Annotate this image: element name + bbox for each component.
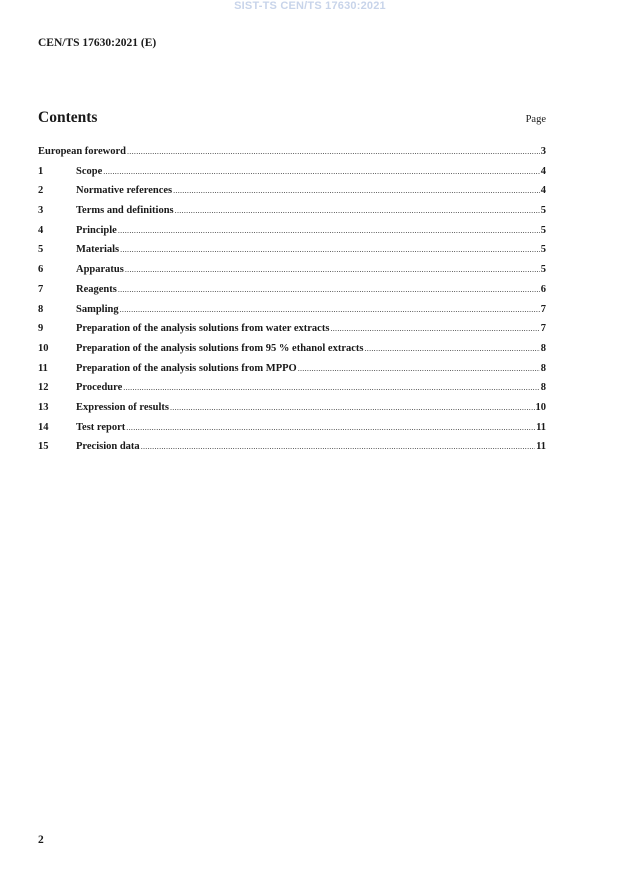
toc-leader-dots <box>330 319 539 339</box>
toc-entry[interactable] <box>38 221 546 241</box>
toc-entry-number: 10 <box>38 342 49 354</box>
toc-leader-dots <box>173 181 540 201</box>
toc-entry[interactable] <box>38 398 546 418</box>
contents-heading <box>38 109 546 131</box>
toc-entry-page: 8 <box>540 342 546 354</box>
toc-entry-number: 11 <box>38 362 48 374</box>
toc-entry-page: 11 <box>536 421 546 433</box>
toc-leader-dots <box>170 398 535 418</box>
toc-leader-dots <box>364 339 539 359</box>
toc-entry-number: 8 <box>38 303 44 315</box>
page-column-label: Page <box>525 114 546 125</box>
toc-entry-page: 7 <box>540 303 546 315</box>
toc-entry[interactable] <box>38 339 546 359</box>
toc-entry[interactable] <box>38 162 546 182</box>
toc-leader-dots <box>126 418 535 438</box>
toc-entry[interactable] <box>38 418 546 438</box>
toc-leader-dots <box>123 378 539 398</box>
toc-entry[interactable] <box>38 201 546 221</box>
toc-entry-number: 9 <box>38 323 44 335</box>
toc-leader-dots <box>118 280 540 300</box>
toc-entry-title: Normative references <box>76 185 173 197</box>
toc-entry-number: 5 <box>38 244 44 256</box>
toc-entry-page: 6 <box>540 283 546 295</box>
toc-entry-number: 2 <box>38 185 44 197</box>
toc-entry[interactable] <box>38 359 546 379</box>
toc-entry-title: Scope <box>76 165 103 177</box>
toc-entry[interactable] <box>38 240 546 260</box>
toc-entry-page: 8 <box>540 382 546 394</box>
table-of-contents <box>38 142 546 457</box>
toc-entry-title: Materials <box>76 244 120 256</box>
document-id-header: CEN/TS 17630:2021 (E) <box>38 37 157 49</box>
toc-entry-title: Apparatus <box>76 264 124 276</box>
toc-entry-number: 14 <box>38 421 49 433</box>
toc-leader-dots <box>175 201 540 221</box>
toc-entry[interactable] <box>38 437 546 457</box>
toc-entry[interactable] <box>38 300 546 320</box>
toc-entry-number: 1 <box>38 165 44 177</box>
toc-entry-number: 3 <box>38 205 44 217</box>
toc-entry-page: 3 <box>540 146 546 157</box>
toc-leader-dots <box>118 221 540 241</box>
toc-entry-page: 11 <box>536 441 546 453</box>
toc-entry-title: Principle <box>76 224 117 236</box>
toc-entry-page: 5 <box>540 244 546 256</box>
toc-entry-page: 5 <box>540 224 546 236</box>
toc-entry-title: Preparation of the analysis solutions from water extracts <box>76 323 330 335</box>
toc-entry-number: 7 <box>38 283 44 295</box>
toc-entry-page: 5 <box>540 264 546 276</box>
toc-entry-title: Procedure <box>76 382 123 394</box>
toc-entry-page: 4 <box>540 185 546 197</box>
toc-leader-dots <box>141 437 535 457</box>
toc-leader-dots <box>120 300 540 320</box>
toc-entry-title: Preparation of the analysis solutions from 95 % ethanol extracts <box>76 342 364 354</box>
toc-entry-page: 5 <box>540 205 546 217</box>
page-number: 2 <box>38 834 44 846</box>
toc-entry-title: Test report <box>76 421 126 433</box>
toc-entry[interactable] <box>38 280 546 300</box>
toc-entry[interactable] <box>38 181 546 201</box>
toc-entry-number: 13 <box>38 401 49 413</box>
toc-entry[interactable] <box>38 319 546 339</box>
toc-entry-number: 15 <box>38 441 49 453</box>
contents-title: Contents <box>38 109 98 126</box>
toc-leader-dots <box>298 359 540 379</box>
watermark: SIST-TS CEN/TS 17630:2021 <box>234 0 386 12</box>
toc-entry-page: 7 <box>540 323 546 335</box>
toc-entry-title: Expression of results <box>76 401 169 413</box>
toc-entry-title: Terms and definitions <box>76 205 174 217</box>
toc-entry-title: Sampling <box>76 303 119 315</box>
toc-leader-dots <box>120 240 540 260</box>
toc-entry-title: European foreword <box>38 146 126 157</box>
toc-entry-number: 4 <box>38 224 44 236</box>
toc-entry-number: 6 <box>38 264 44 276</box>
toc-entry-title: Precision data <box>76 441 140 453</box>
toc-entry-page: 4 <box>540 165 546 177</box>
toc-leader-dots <box>127 142 540 162</box>
toc-entry-title: Preparation of the analysis solutions from MPPO <box>76 362 297 374</box>
toc-leader-dots <box>125 260 540 280</box>
toc-entry-page: 8 <box>540 362 546 374</box>
toc-leader-dots <box>103 162 540 182</box>
toc-entry-number: 12 <box>38 382 49 394</box>
toc-entry-title: Reagents <box>76 283 117 295</box>
toc-entry[interactable] <box>38 378 546 398</box>
toc-entry-page: 10 <box>535 401 546 413</box>
toc-entry[interactable] <box>38 260 546 280</box>
toc-entry-foreword[interactable] <box>38 142 546 162</box>
